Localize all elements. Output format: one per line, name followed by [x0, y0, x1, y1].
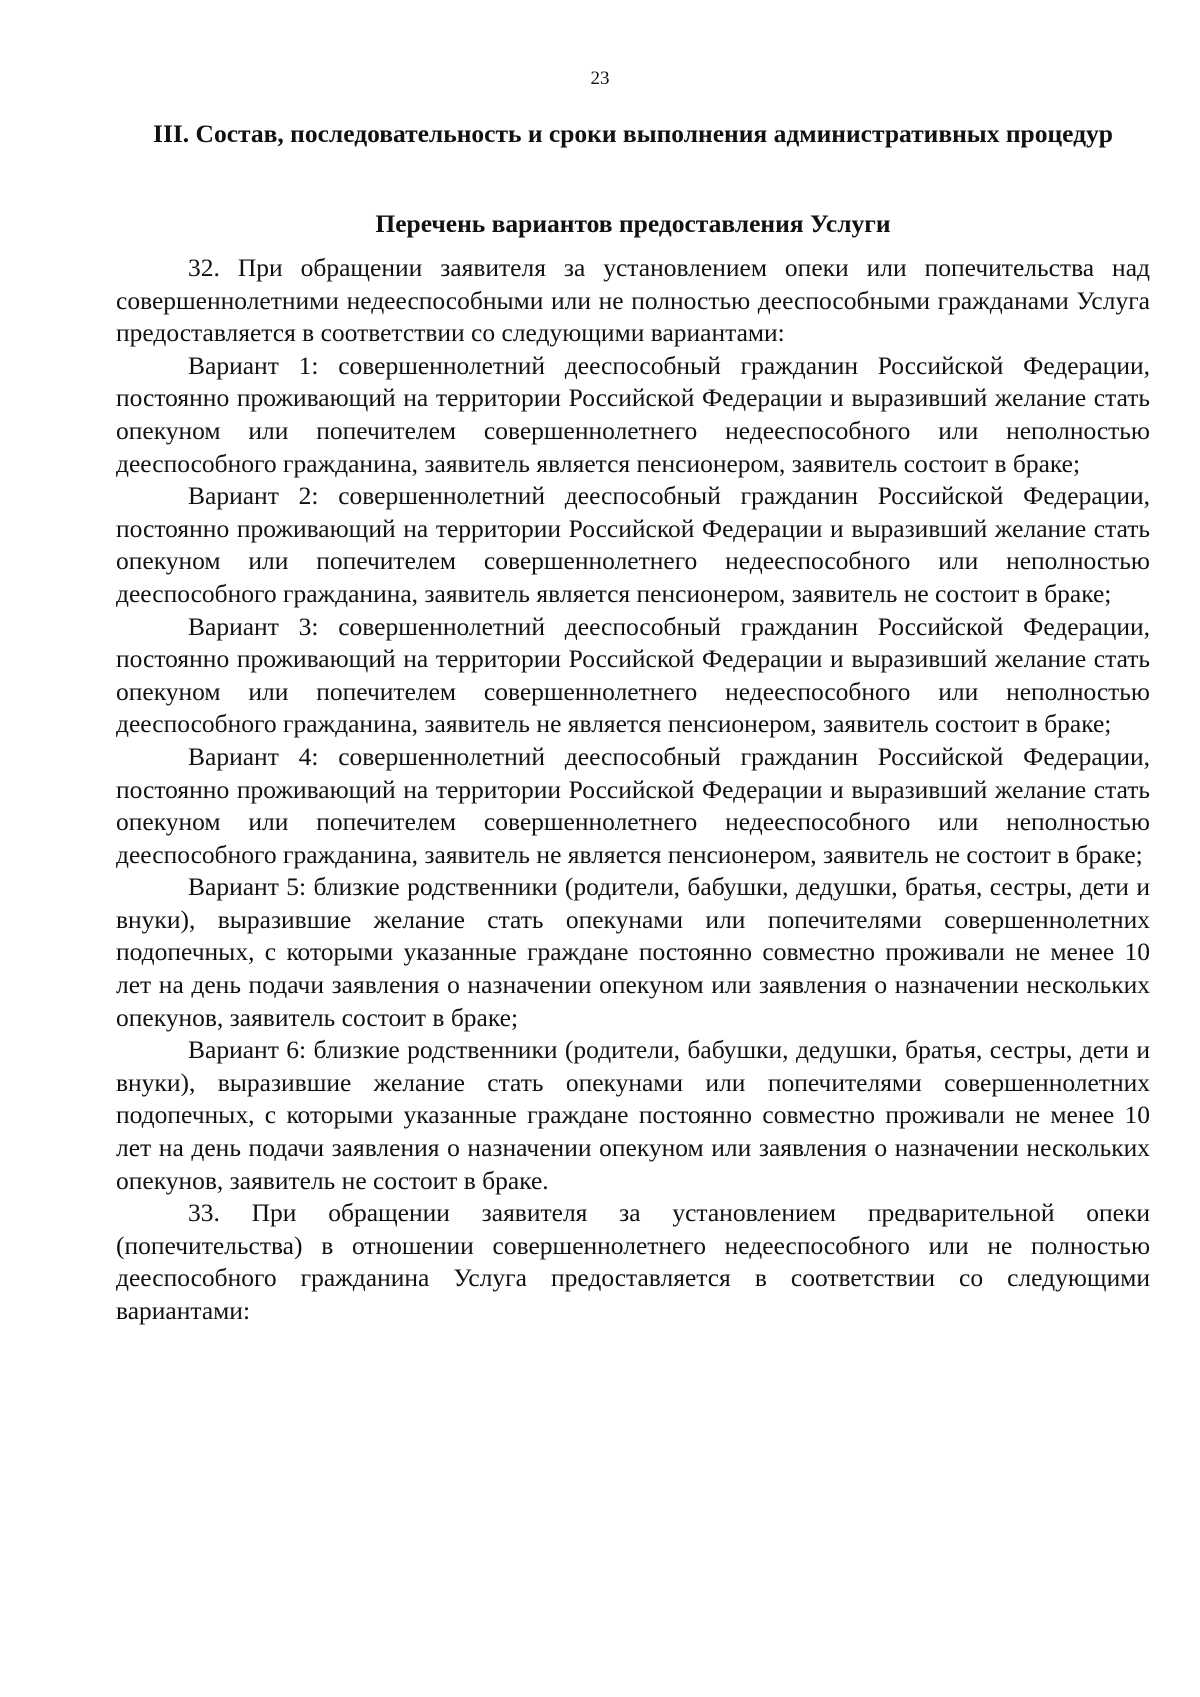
paragraph-variant-5: Вариант 5: близкие родственники (родители, бабушки, дедушки, братья, сестры, дети и внуки), выразившие желание стать опекунами или попечителями совершеннолетних подопечных, с которыми указанные граждане постоянно совместно проживали не менее 10 лет на день подачи заявления о назначении опекуном или заявления о назначении нескольких опекунов, заявитель состоит в браке;	[116, 872, 1150, 1032]
paragraph-variant-2: Вариант 2: совершеннолетний дееспособный гражданин Российской Федерации, постоянно проживающий на территории Российской Федерации и выразивший желание стать опекуном или попечителем совершеннолетнего недееспособного или неполностью дееспособного гражданина, заявитель является пенсионером, заявитель не состоит в браке;	[116, 481, 1150, 608]
section-title: III. Состав, последовательность и сроки выполнения административных процедур	[153, 119, 1113, 148]
paragraph-variant-3: Вариант 3: совершеннолетний дееспособный гражданин Российской Федерации, постоянно проживающий на территории Российской Федерации и выразивший желание стать опекуном или попечителем совершеннолетнего недееспособного или неполностью дееспособного гражданина, заявитель не является пенсионером, заявитель состоит в браке;	[116, 611, 1150, 739]
paragraph-variant-4: Вариант 4: совершеннолетний дееспособный гражданин Российской Федерации, постоянно проживающий на территории Российской Федерации и выразивший желание стать опекуном или попечителем совершеннолетнего недееспособного или неполностью дееспособного гражданина, заявитель не является пенсионером, заявитель не состоит в браке;	[116, 741, 1150, 869]
page-number: 23	[590, 68, 610, 89]
paragraph-variant-6: Вариант 6: близкие родственники (родители, бабушки, дедушки, братья, сестры, дети и внуки), выразившие желание стать опекунами или попечителями совершеннолетних подопечных, с которыми указанные граждане постоянно совместно проживали не менее 10 лет на день подачи заявления о назначении опекуном или заявления о назначении нескольких опекунов, заявитель не состоит в браке.	[116, 1035, 1150, 1195]
document-body	[116, 118, 1150, 1328]
paragraph-variant-1: Вариант 1: совершеннолетний дееспособный гражданин Российской Федерации, постоянно проживающий на территории Российской Федерации и выразивший желание стать опекуном или попечителем совершеннолетнего недееспособного или неполностью дееспособного гражданина, заявитель является пенсионером, заявитель состоит в браке;	[116, 350, 1150, 478]
subsection-title: Перечень вариантов предоставления Услуги	[375, 209, 891, 238]
paragraph-32: 32. При обращении заявителя за установлением опеки или попечительства над совершеннолетними недееспособными или не полностью дееспособными гражданами Услуга предоставляется в соответствии со следующими вариантами:	[116, 253, 1150, 348]
paragraph-33: 33. При обращении заявителя за установлением предварительной опеки (попечительства) в отношении совершеннолетнего недееспособного или не полностью дееспособного гражданина Услуга предоставляется в соответствии со следующими вариантами:	[116, 1198, 1150, 1325]
